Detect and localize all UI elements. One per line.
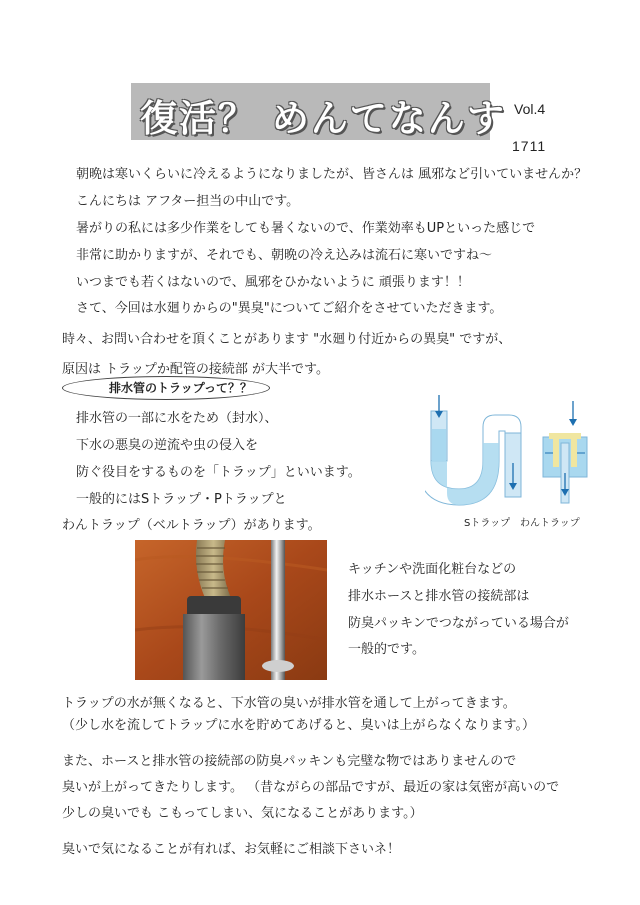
body-line: （少し水を流してトラップに水を貯めてあげると、臭いは上がらなくなります。） xyxy=(62,718,535,733)
s-trap-label: Sトラップ xyxy=(464,518,511,529)
cause-line: 時々、お問い合わせを頂くことがあります "水廻り付近からの異臭" ですが、 xyxy=(62,332,512,347)
newsletter-title: 復活？ めんてなんす xyxy=(140,97,506,140)
drain-hose-photo xyxy=(135,540,327,680)
body-line: 臭いが上がってきたりします。 （昔ながらの部品ですが、最近の家は気密が高いので xyxy=(62,780,560,795)
issue-number: 1711 xyxy=(512,138,547,154)
trap-text-line: 一般的にはSトラップ・Pトラップと xyxy=(76,492,287,507)
intro-line: 暑がりの私には多少作業をしても暑くないので、作業効率もUPといった感じで xyxy=(76,221,536,236)
hose-text-line: キッチンや洗面化粧台などの xyxy=(348,562,517,577)
intro-line: いつまでも若くはないので、風邪をひかないように 頑張ります！！ xyxy=(76,275,470,290)
s-trap-illustration xyxy=(425,395,521,505)
body-line: 少しの臭いでも こもってしまい、気になることがあります。） xyxy=(62,806,423,821)
trap-text-line: 下水の悪臭の逆流や虫の侵入を xyxy=(76,438,259,453)
drain-hose-photo-svg xyxy=(135,540,327,680)
intro-line: こんにちは アフター担当の中山です。 xyxy=(76,194,300,209)
bell-trap-illustration xyxy=(543,401,587,503)
hose-text-line: 排水ホースと排水管の接続部は xyxy=(348,589,530,604)
cause-line: 原因は トラップか配管の接続部 が大半です。 xyxy=(62,362,329,377)
closing-line: 臭いで気になることが有れば、お気軽にご相談下さいネ！ xyxy=(62,842,401,857)
hose-text-line: 防臭パッキンでつながっている場合が xyxy=(348,616,569,631)
intro-line: 非常に助かりますが、それでも、朝晩の冷え込みは流石に寒いですね～ xyxy=(76,248,493,263)
trap-text-line: 防ぐ役目をするものを「トラップ」といいます。 xyxy=(76,465,361,480)
trap-heading: 排水管のトラップって？？ xyxy=(109,381,253,395)
trap-diagram-svg xyxy=(425,393,595,528)
trap-diagram xyxy=(425,393,595,528)
volume-label: Vol.4 xyxy=(514,101,546,117)
trap-text-line: 排水管の一部に水をため（封水）、 xyxy=(76,411,278,426)
body-line: トラップの水が無くなると、下水管の臭いが排水管を通して上がってきます。 xyxy=(62,696,516,711)
body-line: また、ホースと排水管の接続部の防臭パッキンも完璧な物ではありませんので xyxy=(62,754,517,769)
hose-text-line: 一般的です。 xyxy=(348,642,425,657)
trap-text-line: わんトラップ（ベルトラップ）があります。 xyxy=(62,518,321,533)
intro-line: 朝晩は寒いくらいに冷えるようになりましたが、皆さんは 風邪など引いていませんか？ xyxy=(76,167,588,182)
bell-trap-label: わんトラップ xyxy=(520,518,580,529)
intro-line: さて、今回は水廻りからの"異臭"についてご紹介をさせていただきます。 xyxy=(76,301,503,316)
